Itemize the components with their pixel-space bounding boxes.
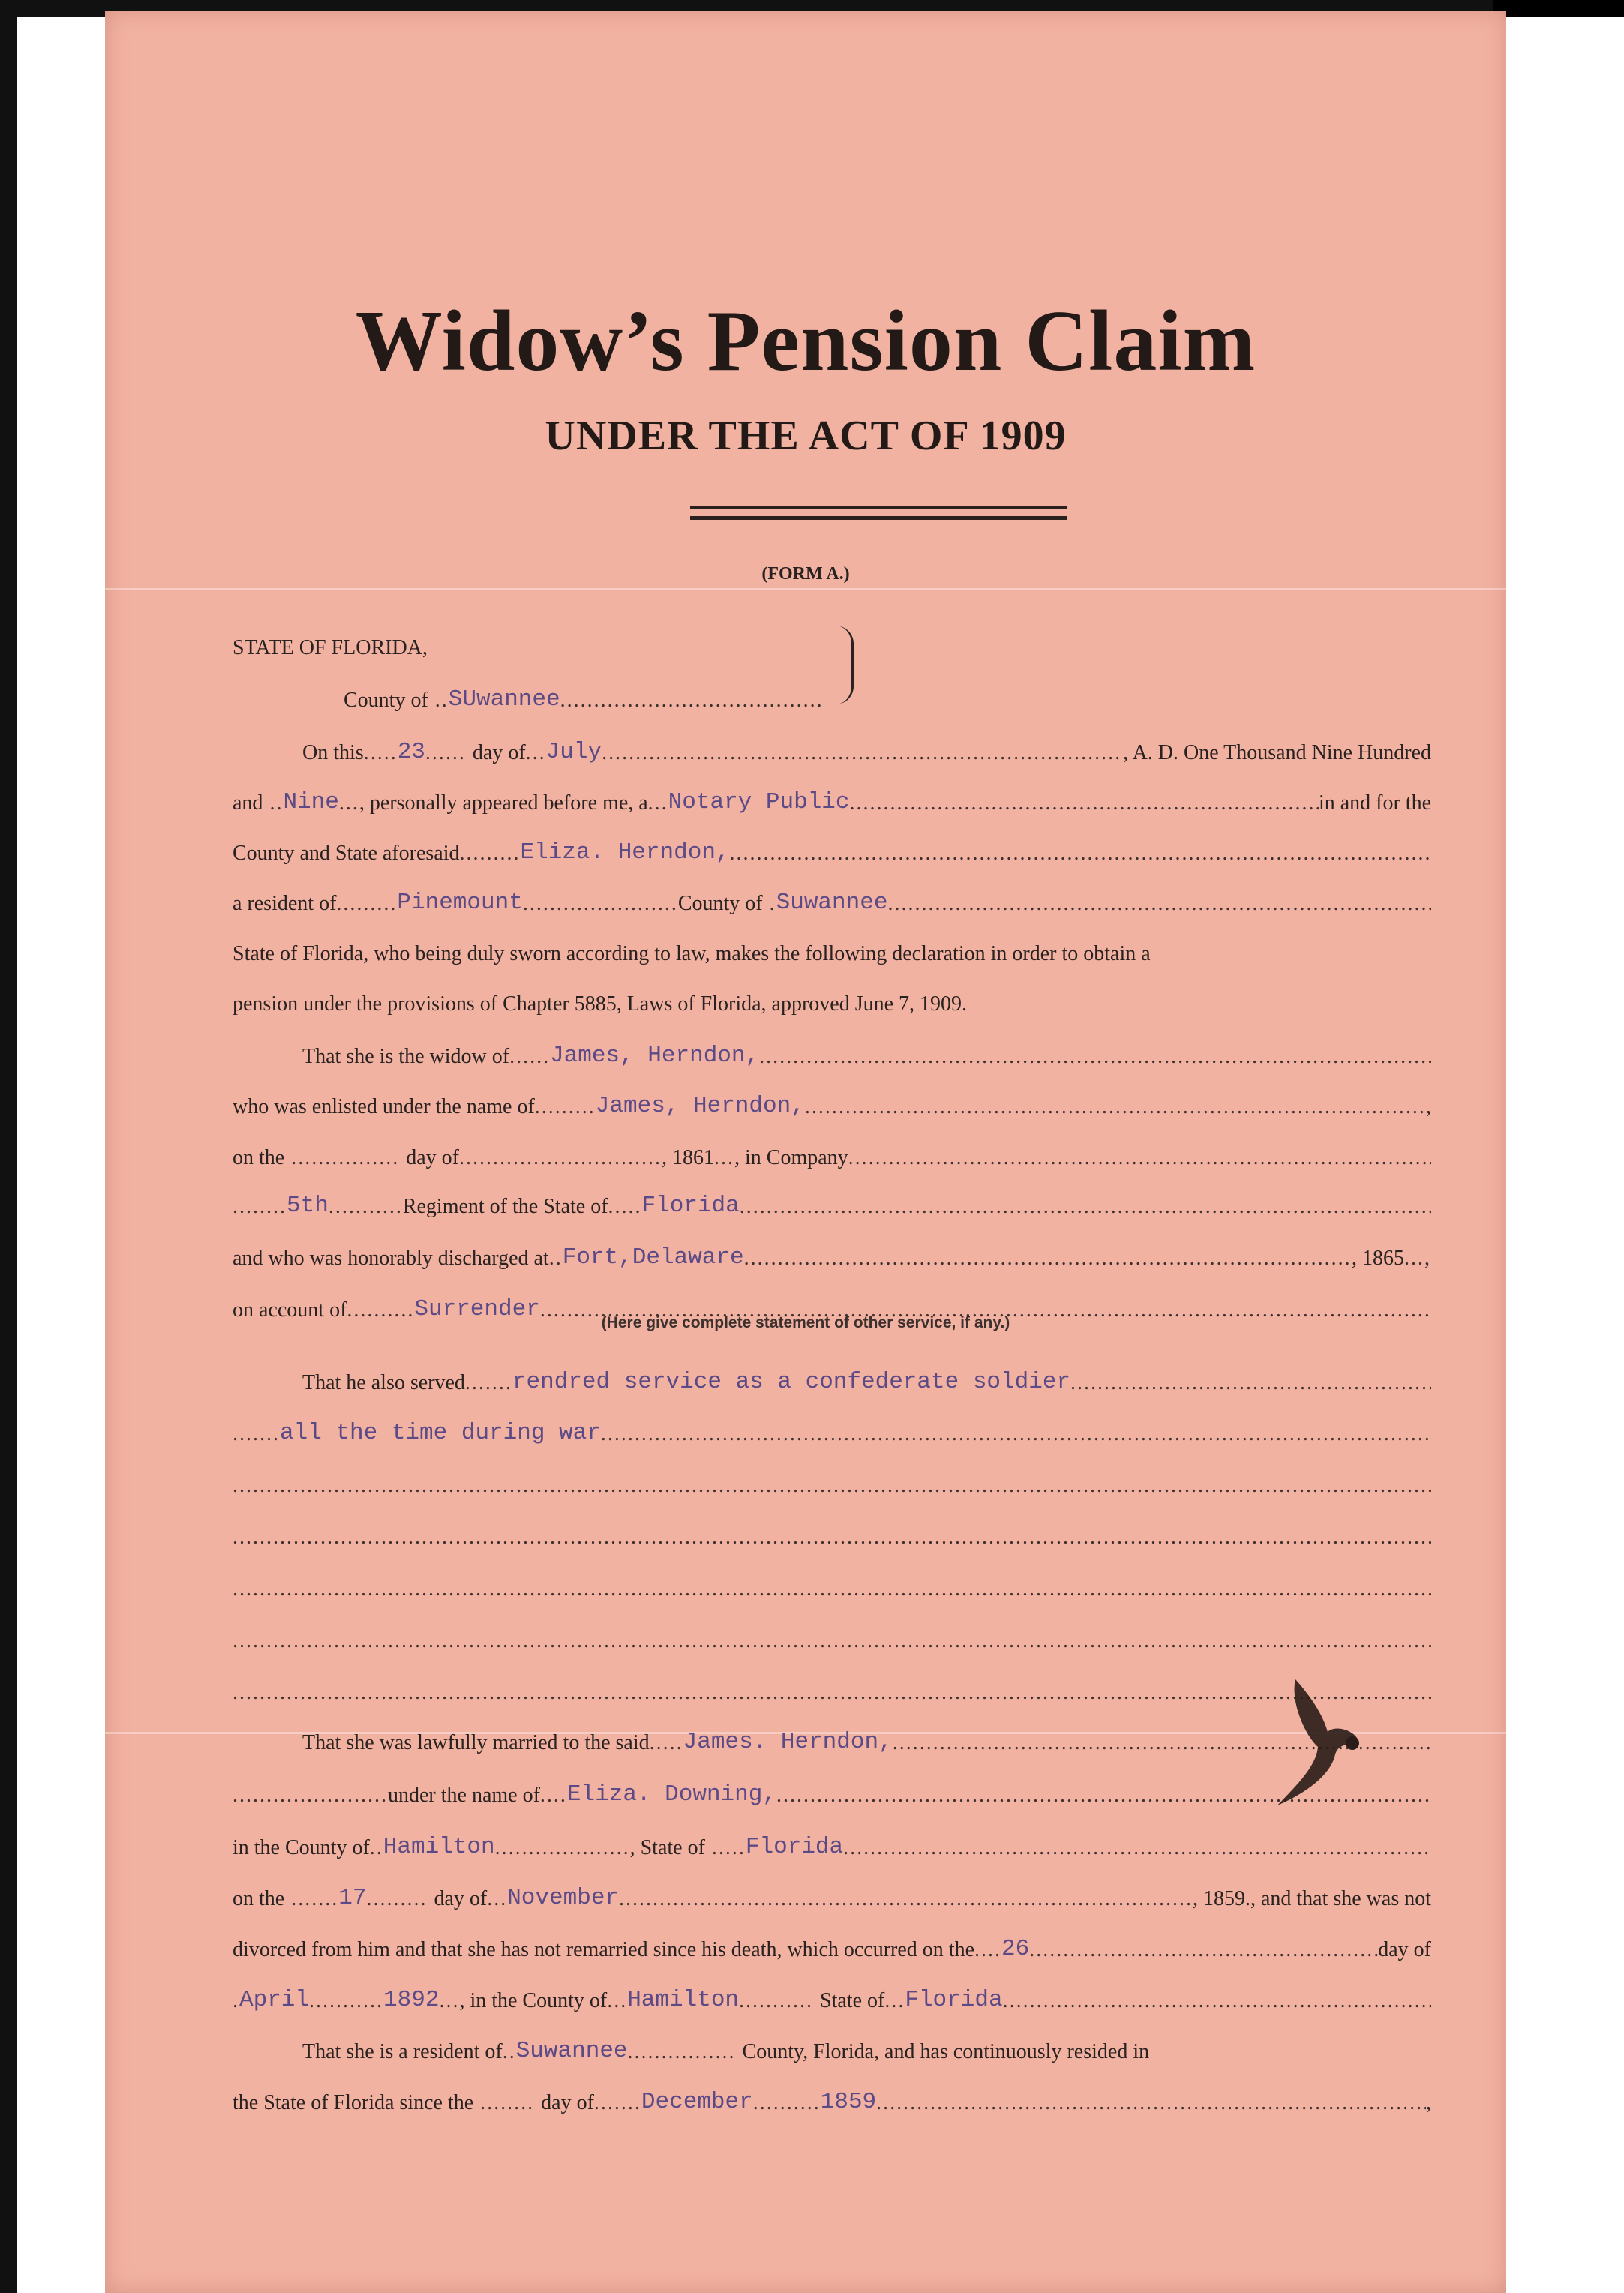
death-county-value: Hamilton: [627, 1987, 740, 2013]
also-served-line: That he also served ....... rendred service as a confederate soldier .....: [302, 1361, 1431, 1395]
death-state-value: Florida: [905, 1987, 1003, 2013]
marriage-month-value: November: [507, 1885, 620, 1911]
chapter-line: pension under the provisions of Chapter 5885, Laws of Florida, approved June 7, 1909.: [233, 992, 968, 1016]
county-label: County of: [344, 689, 428, 712]
death-day-value: 26: [1001, 1936, 1030, 1962]
residence-line: a resident of ......... Pinemount ....................... County of . Suwannee .....: [233, 881, 1431, 916]
discharge-reason-line: on account of .......... Surrender .....: [233, 1288, 1431, 1322]
marriage-date-line: on the ....... 17 ......... day of ... November ..... , 1859 ., and that she was not: [233, 1877, 1431, 1911]
married-line: That she was lawfully married to the said ..... James. Herndon, .....: [302, 1721, 1431, 1755]
marriage-place-line: in the County of .. Hamilton .................... , State of ..... Florida .....: [233, 1826, 1431, 1860]
discharge-line: and who was honorably discharged at .. Fort,Delaware ..... , 1865 ...,: [233, 1236, 1431, 1271]
service-line1-value: rendred service as a confederate soldier: [512, 1369, 1071, 1395]
blank-service-line: [233, 1619, 1431, 1653]
date-line: On this ..... 23 ...... day of ... July ..... , A. D. One Thousand Nine Hundred: [302, 731, 1431, 765]
county-value: SUwannee: [448, 686, 560, 713]
maiden-name-line: ....................... under the name of .... Eliza. Downing, .....: [233, 1773, 1431, 1808]
death-month-value: April: [239, 1987, 310, 2013]
sworn-line: State of Florida, who being duly sworn according to law, makes the following declaration in order to obtain a: [233, 942, 1151, 965]
title-divider: [690, 506, 1067, 509]
service-note: (Here give complete statement of other service, if any.): [601, 1314, 1010, 1331]
death-line: divorced from him and that she has not remarried since his death, which occurred on the .... 26 ..... day of: [233, 1928, 1431, 1962]
regiment-state-value: Florida: [641, 1193, 740, 1219]
service-line2-value: all the time during war: [280, 1420, 601, 1446]
claimant-line: County and State aforesaid ......... Eliza. Herndon, .....: [233, 831, 1431, 866]
marriage-state-value: Florida: [745, 1834, 844, 1860]
month-value: July: [545, 739, 602, 765]
town-value: Pinemount: [397, 890, 523, 916]
widow-of-line: That she is the widow of ...... James, Herndon, .....: [302, 1034, 1431, 1069]
maiden-value: Eliza. Downing,: [566, 1781, 776, 1808]
officer-value: Notary Public: [668, 789, 850, 815]
residence-county-line: That she is a resident of .. Suwannee ................ County, Florida, and has continuously resided in: [302, 2038, 1150, 2064]
form-title: Widow’s Pension Claim: [355, 293, 1256, 389]
marriage-day-value: 17: [338, 1885, 367, 1911]
scan-border-left: [0, 0, 17, 2293]
resident-county-value: Suwannee: [776, 890, 888, 916]
blank-service-line: [233, 1463, 1431, 1498]
form-label: (FORM A.): [761, 564, 850, 584]
day-value: 23: [397, 739, 425, 765]
blank-service-line: [233, 1515, 1431, 1550]
venue-county-line: County of .. SUwannee .....: [344, 678, 824, 713]
since-month-value: December: [641, 2089, 753, 2115]
marriage-county-value: Hamilton: [383, 1834, 495, 1860]
blank-service-line: [233, 1670, 1431, 1705]
since-year-value: 1859: [820, 2089, 877, 2115]
form-subtitle: UNDER THE ACT OF 1909: [545, 413, 1067, 459]
ink-blot: [1264, 1672, 1376, 1814]
title-divider: [690, 516, 1067, 520]
regiment-line: ........ 5th ........... Regiment of the State of ..... Florida .....: [233, 1184, 1431, 1219]
husband-value: James, Herndon,: [550, 1043, 760, 1069]
death-year-value: 1892: [383, 1987, 440, 2013]
year-value: Nine: [283, 789, 339, 815]
blank-service-line: [233, 1567, 1431, 1601]
venue-bracket: [829, 626, 854, 704]
reason-value: Surrender: [414, 1296, 540, 1322]
service-line-2: ....... all the time during war .....: [233, 1412, 1431, 1446]
res-county-value: Suwannee: [515, 2038, 628, 2064]
appearance-line: and .. Nine ... , personally appeared before me, a ... Notary Public ..... in and for the: [233, 781, 1431, 815]
pension-claim-form: [105, 11, 1506, 2293]
regiment-value: 5th: [287, 1193, 329, 1219]
paper-fold: [105, 588, 1506, 590]
married-to-value: James. Herndon,: [683, 1729, 893, 1755]
enlistment-date-line: on the ................ day of .............................. , 1861 ... , in Company .....: [233, 1136, 1431, 1170]
death-date-line: . April ........... 1892 ... , in the County of ... Hamilton ........... State of ... Florida .....: [233, 1979, 1431, 2013]
residence-since-line: the State of Florida since the ........ day of ....... December .......... 1859 ..... ,: [233, 2081, 1431, 2115]
enlisted-line: who was enlisted under the name of ......... James, Herndon, ..... ,: [233, 1085, 1431, 1119]
enlisted-value: James, Herndon,: [595, 1093, 805, 1119]
scan-border-right-top: [1493, 0, 1624, 17]
discharge-place-value: Fort,Delaware: [562, 1244, 744, 1271]
claimant-value: Eliza. Herndon,: [520, 839, 730, 866]
state-heading: STATE OF FLORIDA,: [233, 636, 428, 659]
